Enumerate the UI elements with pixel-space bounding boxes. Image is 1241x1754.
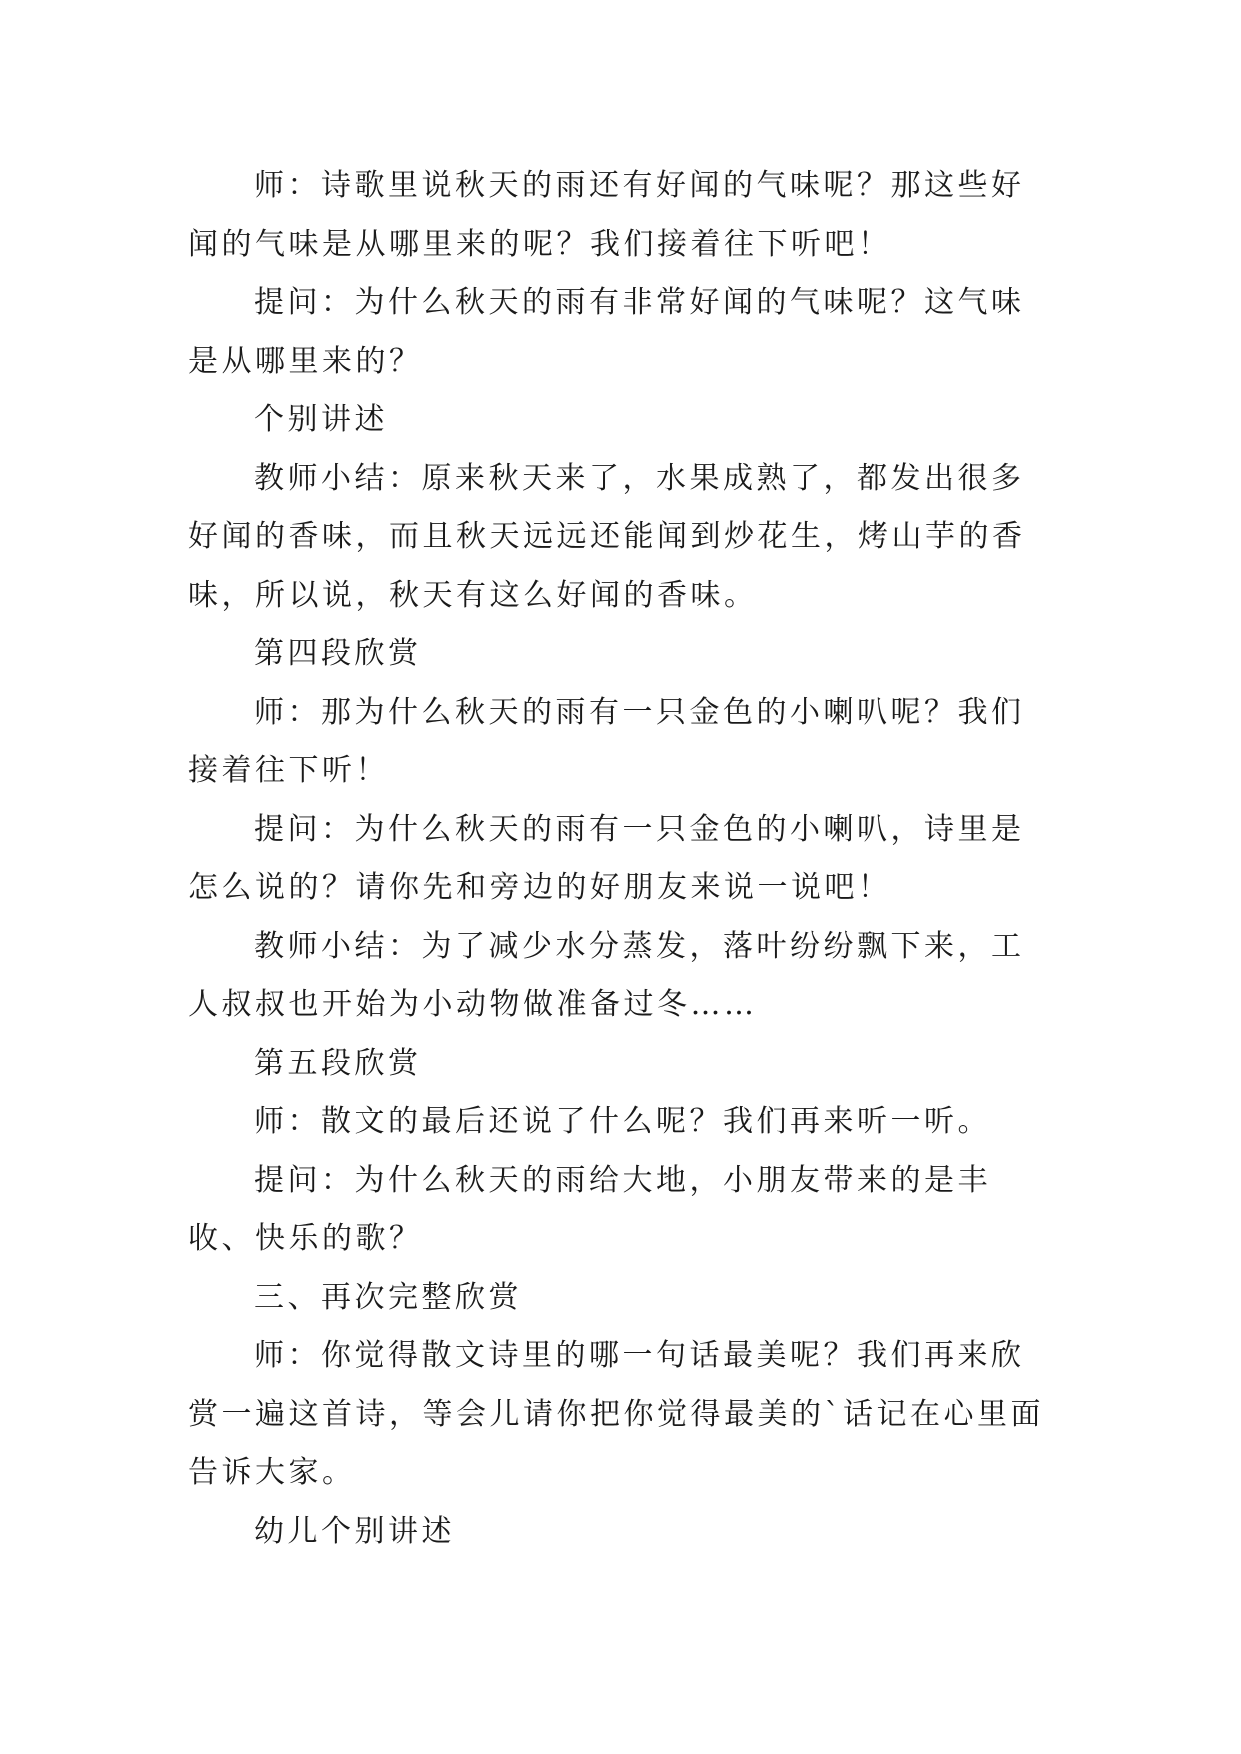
paragraph-teacher-favorite-line: 师：你觉得散文诗里的哪一句话最美呢？我们再来欣赏一遍这首诗，等会儿请你把你觉得最美的`话记在心里面告诉大家。 — [188, 1338, 1044, 1490]
paragraph-section-five-heading: 第五段欣赏 — [254, 1045, 422, 1081]
paragraph-section-three-heading: 三、再次完整欣赏 — [254, 1279, 522, 1315]
paragraph-question-smell: 提问：为什么秋天的雨有非常好闻的气味呢？这气味是从哪里来的？ — [188, 285, 1025, 379]
paragraph-teacher-trumpet-intro: 师：那为什么秋天的雨有一只金色的小喇叭呢？我们接着往下听！ — [188, 694, 1025, 788]
paragraph-child-telling: 幼儿个别讲述 — [254, 1513, 455, 1549]
paragraph-teacher-smell-intro: 师：诗歌里说秋天的雨还有好闻的气味呢？那这些好闻的气味是从哪里来的呢？我们接着往下听吧！ — [188, 168, 1025, 262]
paragraph-section-four-heading: 第四段欣赏 — [254, 636, 422, 671]
paragraph-question-trumpet: 提问：为什么秋天的雨有一只金色的小喇叭，诗里是怎么说的？请你先和旁边的好朋友来说一说吧！ — [188, 811, 1025, 905]
paragraph-question-harvest: 提问：为什么秋天的雨给大地，小朋友带来的是丰收、快乐的歌？ — [188, 1162, 991, 1256]
paragraph-teacher-ending-intro: 师：散文的最后还说了什么呢？我们再来听一听。 — [254, 1104, 991, 1139]
paragraph-summary-smell: 教师小结：原来秋天来了，水果成熟了，都发出很多好闻的香味，而且秋天远远还能闻到炒花生，烤山芋的香味，所以说，秋天有这么好闻的香味。 — [188, 460, 1026, 613]
paragraph-summary-trumpet: 教师小结：为了减少水分蒸发，落叶纷纷飘下来，工人叔叔也开始为小动物做准备过冬…… — [188, 928, 1025, 1022]
document-body — [188, 157, 1050, 1561]
paragraph-individual-telling: 个别讲述 — [254, 402, 388, 437]
